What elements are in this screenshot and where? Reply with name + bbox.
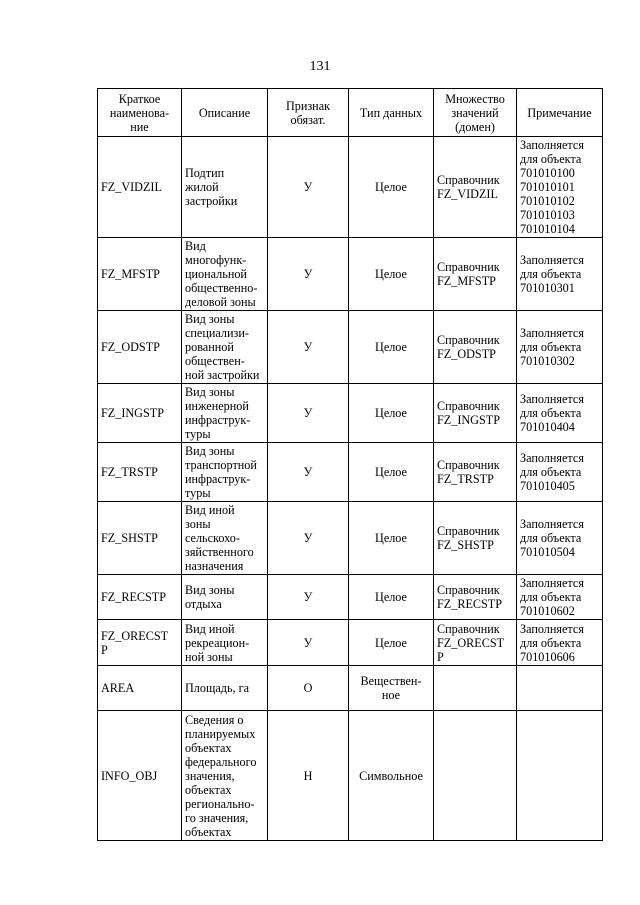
cell-name: FZ_INGSTP: [98, 384, 182, 443]
table-row: [98, 502, 603, 575]
cell-name: FZ_TRSTP: [98, 443, 182, 502]
cell-required: У: [268, 502, 349, 575]
cell-description: Подтип жилой застройки: [182, 137, 268, 238]
cell-description: Вид зоны специализи- рованной обществен- ной застройки: [182, 311, 268, 384]
header-required-flag: Признак обязат.: [268, 89, 349, 137]
cell-name: AREA: [98, 666, 182, 711]
cell-note: Заполняется для объекта 701010301: [517, 238, 603, 311]
header-note: Примечание: [517, 89, 603, 137]
cell-type: Веществен- ное: [349, 666, 434, 711]
cell-type: Целое: [349, 620, 434, 666]
table-row: [98, 238, 603, 311]
cell-description: Площадь, га: [182, 666, 268, 711]
cell-name: FZ_ORECST P: [98, 620, 182, 666]
cell-required: У: [268, 384, 349, 443]
cell-type: Целое: [349, 137, 434, 238]
cell-type: Целое: [349, 238, 434, 311]
cell-name: FZ_RECSTP: [98, 575, 182, 620]
cell-type: Целое: [349, 443, 434, 502]
header-data-type: Тип данных: [349, 89, 434, 137]
table-row: [98, 384, 603, 443]
cell-required: У: [268, 137, 349, 238]
cell-type: Целое: [349, 502, 434, 575]
cell-description: Вид зоны транспортной инфраструк- туры: [182, 443, 268, 502]
header-value-domain: Множество значений (домен): [434, 89, 517, 137]
cell-required: У: [268, 443, 349, 502]
cell-domain: Справочник FZ_ORECST P: [434, 620, 517, 666]
cell-required: У: [268, 620, 349, 666]
cell-domain: Справочник FZ_RECSTP: [434, 575, 517, 620]
cell-note: Заполняется для объекта 701010302: [517, 311, 603, 384]
cell-type: Символьное: [349, 711, 434, 841]
cell-domain: [434, 666, 517, 711]
cell-name: FZ_MFSTP: [98, 238, 182, 311]
cell-domain: Справочник FZ_INGSTP: [434, 384, 517, 443]
cell-required: Н: [268, 711, 349, 841]
cell-description: Вид иной зоны сельскохо- зяйственного назначения: [182, 502, 268, 575]
table-row: [98, 620, 603, 666]
cell-type: Целое: [349, 311, 434, 384]
cell-required: У: [268, 311, 349, 384]
cell-name: FZ_VIDZIL: [98, 137, 182, 238]
cell-note: Заполняется для объекта 701010405: [517, 443, 603, 502]
page-number: 131: [309, 59, 331, 74]
cell-required: О: [268, 666, 349, 711]
cell-type: Целое: [349, 575, 434, 620]
cell-description: Вид зоны инженерной инфраструк- туры: [182, 384, 268, 443]
table-row: [98, 575, 603, 620]
cell-domain: Справочник FZ_TRSTP: [434, 443, 517, 502]
table-row: [98, 137, 603, 238]
cell-note: Заполняется для объекта 701010504: [517, 502, 603, 575]
cell-description: Сведения о планируемых объектах федерального значения, объектах регионально- го значения, объектах: [182, 711, 268, 841]
cell-note: [517, 666, 603, 711]
cell-note: Заполняется для объекта 701010100 701010101 701010102 701010103 701010104: [517, 137, 603, 238]
cell-domain: [434, 711, 517, 841]
cell-note: Заполняется для объекта 701010606: [517, 620, 603, 666]
cell-note: Заполняется для объекта 701010404: [517, 384, 603, 443]
cell-description: Вид иной рекреацион- ной зоны: [182, 620, 268, 666]
table-row: [98, 666, 603, 711]
cell-description: Вид многофунк- циональной общественно- деловой зоны: [182, 238, 268, 311]
cell-domain: Справочник FZ_VIDZIL: [434, 137, 517, 238]
cell-note: [517, 711, 603, 841]
cell-required: У: [268, 575, 349, 620]
cell-domain: Справочник FZ_SHSTP: [434, 502, 517, 575]
table-row: [98, 311, 603, 384]
cell-note: Заполняется для объекта 701010602: [517, 575, 603, 620]
cell-description: Вид зоны отдыха: [182, 575, 268, 620]
header-short-name: Краткое наименова-ние: [98, 89, 182, 137]
cell-name: FZ_ODSTP: [98, 311, 182, 384]
header-description: Описание: [182, 89, 268, 137]
cell-name: FZ_SHSTP: [98, 502, 182, 575]
cell-type: Целое: [349, 384, 434, 443]
cell-name: INFO_OBJ: [98, 711, 182, 841]
cell-domain: Справочник FZ_ODSTP: [434, 311, 517, 384]
cell-domain: Справочник FZ_MFSTP: [434, 238, 517, 311]
attribute-table: [97, 88, 603, 841]
table-row: [98, 711, 603, 841]
cell-required: У: [268, 238, 349, 311]
table-header-row: [98, 89, 603, 137]
table-row: [98, 443, 603, 502]
